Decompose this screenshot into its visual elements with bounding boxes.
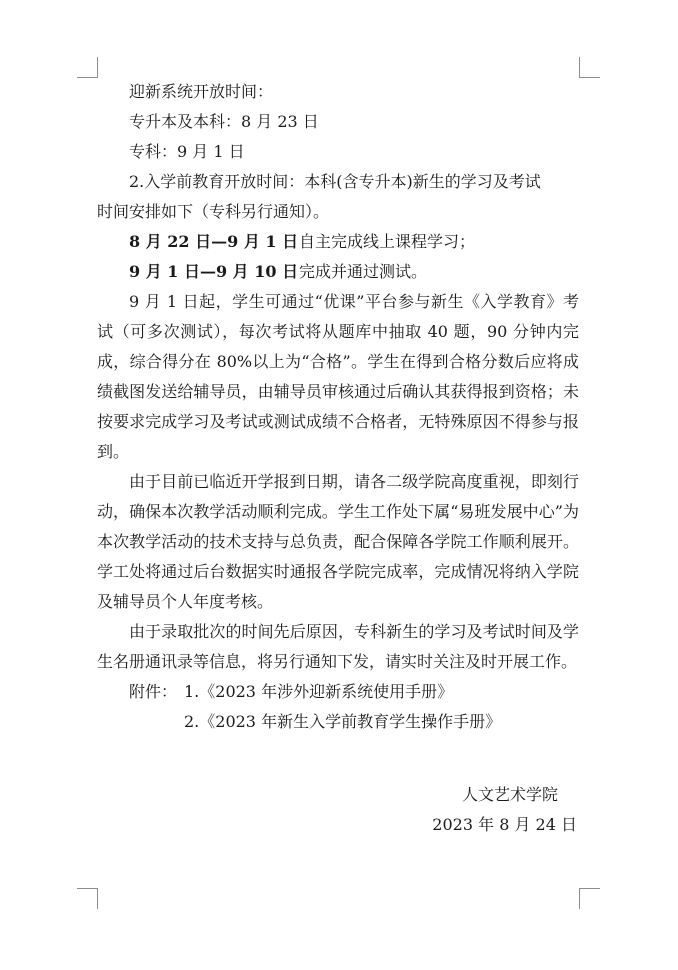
schedule-task: 完成并通过测试。 [299,262,428,281]
attachment-item: 2.《2023 年新生入学前教育学生操作手册》 [184,712,502,731]
attachment-item: 1.《2023 年涉外迎新系统使用手册》 [184,682,454,701]
schedule-row [97,257,579,287]
item2-line2: 时间安排如下（专科另行通知）。 [97,202,330,221]
system-open-junior-college: 专科：9 月 1 日 [129,142,245,161]
paragraph-requirements: 由于目前已临近开学报到日期，请各二级学院高度重视，即刻行动，确保本次教学活动顺利完成。学生工作处下属“易班发展中心”为本次教学活动的技术支持与总负责，配合保障各学院工作顺利展开。学工处将通过后台数据实时通报各学院完成率，完成情况将纳入学院及辅导员个人年度考核。 [97,472,579,611]
signature-date: 2023 年 8 月 24 日 [432,815,577,834]
system-open-undergrad: 专升本及本科：8 月 23 日 [129,112,319,131]
schedule-date: 8 月 22 日—9 月 1 日 [129,232,299,251]
attachment-row [97,677,579,707]
signature-org: 人文艺术学院 [461,785,558,804]
schedule-date: 9 月 1 日—9 月 10 日 [129,262,299,281]
attachment-row [97,707,579,737]
corner-mark-top-left [77,57,98,78]
item2-line1: 2.入学前教育开放时间：本科(含专升本)新生的学习及考试 [129,172,541,191]
system-open-heading: 迎新系统开放时间： [129,82,274,101]
attachment-label: 附件： [129,682,178,701]
corner-mark-bottom-left [77,888,98,909]
schedule-task: 自主完成线上课程学习； [299,232,476,251]
corner-mark-top-right [579,57,600,78]
paragraph-junior-college: 由于录取批次的时间先后原因，专科新生的学习及考试时间及学生名册通讯录等信息，将另行通知下发，请实时关注及时开展工作。 [97,622,579,671]
schedule-row [97,227,579,257]
paragraph-exam-rules: 9 月 1 日起，学生可通过“优课”平台参与新生《入学教育》考试（可多次测试），每次考试将从题库中抽取 40 题，90 分钟内完成，综合得分在 80%以上为“合格”。学生在得到合格分数后应将成绩截图发送给辅导员，由辅导员审核通过后确认其获得报到资格；未按要求完成学习及考试或测试成绩不合格者，无特殊原因不得参与报到。 [97,292,579,461]
document-body [97,77,579,737]
corner-mark-bottom-right [579,888,600,909]
